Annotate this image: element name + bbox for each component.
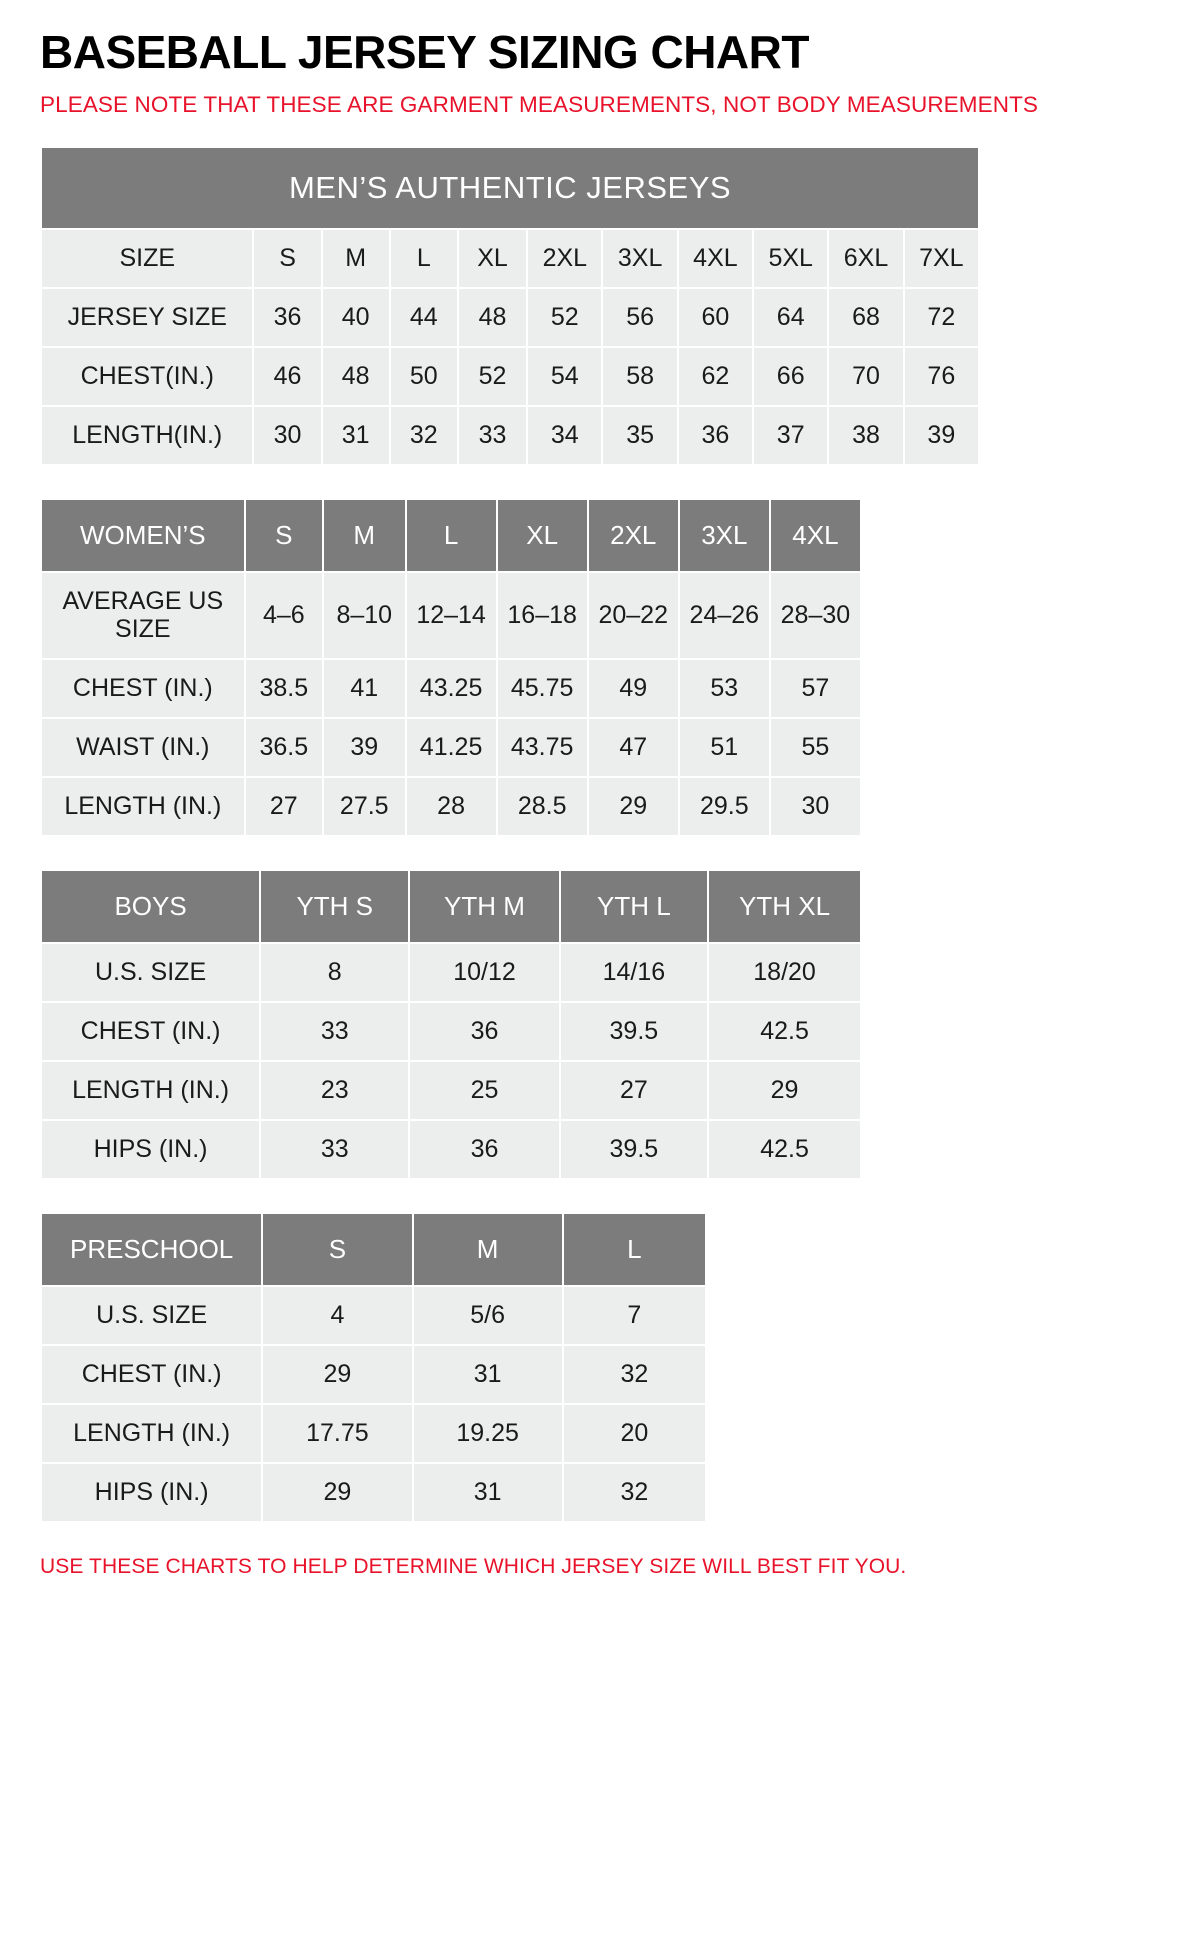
table-cell: 57: [770, 659, 861, 718]
table-cell: 3XL: [602, 229, 677, 288]
table-cell: 47: [588, 718, 679, 777]
table-cell: 5XL: [753, 229, 828, 288]
table-cell: 66: [753, 347, 828, 406]
table-row: [41, 147, 979, 229]
table-cell: 28–30: [770, 572, 861, 660]
table-cell: 36: [678, 406, 753, 465]
column-header: L: [406, 499, 497, 572]
table-cell: 32: [390, 406, 458, 465]
table-cell: 6XL: [828, 229, 903, 288]
table-cell: 8: [260, 943, 409, 1002]
table-cell: 5/6: [413, 1286, 563, 1345]
column-header: YTH XL: [708, 870, 861, 943]
table-cell: 4XL: [678, 229, 753, 288]
table-cell: 31: [413, 1463, 563, 1522]
table-row: [41, 406, 979, 465]
table-cell: 34: [527, 406, 602, 465]
table-cell: 33: [260, 1120, 409, 1179]
column-header: PRESCHOOL: [41, 1213, 262, 1286]
column-header: YTH L: [560, 870, 708, 943]
column-header: XL: [497, 499, 588, 572]
row-label: LENGTH (IN.): [41, 777, 245, 836]
column-header: S: [262, 1213, 412, 1286]
measurement-note: PLEASE NOTE THAT THESE ARE GARMENT MEASUREMENTS, NOT BODY MEASUREMENTS: [40, 92, 1039, 118]
table-row: [41, 943, 861, 1002]
table-cell: 54: [527, 347, 602, 406]
table-header-row: [41, 499, 861, 572]
table-row: [41, 1286, 706, 1345]
preschool-sizing-table: [40, 1212, 707, 1523]
row-label: WAIST (IN.): [41, 718, 245, 777]
table-cell: 58: [602, 347, 677, 406]
table-header-row: [41, 1213, 706, 1286]
table-cell: 29: [262, 1345, 412, 1404]
table-cell: 60: [678, 288, 753, 347]
table-cell: 39: [323, 718, 406, 777]
table-cell: 39.5: [560, 1120, 708, 1179]
table-cell: 72: [904, 288, 979, 347]
row-label: JERSEY SIZE: [41, 288, 253, 347]
table-cell: 51: [679, 718, 770, 777]
table-row: [41, 1002, 861, 1061]
table-cell: 52: [527, 288, 602, 347]
boys-sizing-table: [40, 869, 862, 1180]
table-cell: 39: [904, 406, 979, 465]
table-cell: 64: [753, 288, 828, 347]
column-header: L: [563, 1213, 706, 1286]
table-row: [41, 659, 861, 718]
table-cell: L: [390, 229, 458, 288]
row-label: CHEST (IN.): [41, 659, 245, 718]
table-cell: 24–26: [679, 572, 770, 660]
table-row: [41, 777, 861, 836]
table-cell: 41.25: [406, 718, 497, 777]
table-cell: 48: [322, 347, 390, 406]
table-cell: 36: [409, 1120, 559, 1179]
table-cell: 38.5: [245, 659, 323, 718]
table-cell: 7XL: [904, 229, 979, 288]
table-row: [41, 1463, 706, 1522]
table-cell: M: [322, 229, 390, 288]
row-label: AVERAGE US SIZE: [41, 572, 245, 660]
table-cell: 55: [770, 718, 861, 777]
table-cell: 7: [563, 1286, 706, 1345]
table-cell: 49: [588, 659, 679, 718]
table-cell: 18/20: [708, 943, 861, 1002]
table-cell: 30: [253, 406, 321, 465]
row-label: CHEST(IN.): [41, 347, 253, 406]
column-header: WOMEN’S: [41, 499, 245, 572]
table-row: [41, 1061, 861, 1120]
table-cell: 20–22: [588, 572, 679, 660]
table-cell: 27: [560, 1061, 708, 1120]
table-cell: 44: [390, 288, 458, 347]
table-cell: 4: [262, 1286, 412, 1345]
table-row: [41, 1404, 706, 1463]
column-header: 4XL: [770, 499, 861, 572]
table-cell: 31: [322, 406, 390, 465]
table-cell: S: [253, 229, 321, 288]
table-row: [41, 229, 979, 288]
table-cell: 36: [409, 1002, 559, 1061]
table-cell: 32: [563, 1463, 706, 1522]
column-header: YTH M: [409, 870, 559, 943]
table-cell: 39.5: [560, 1002, 708, 1061]
column-header: M: [413, 1213, 563, 1286]
table-cell: 17.75: [262, 1404, 412, 1463]
table-cell: 40: [322, 288, 390, 347]
mens-sizing-table: [40, 146, 980, 466]
table-row: [41, 347, 979, 406]
table-cell: 28.5: [497, 777, 588, 836]
table-cell: 29: [588, 777, 679, 836]
table-cell: 50: [390, 347, 458, 406]
table-cell: 28: [406, 777, 497, 836]
page-title: BASEBALL JERSEY SIZING CHART: [40, 26, 809, 78]
table-cell: 76: [904, 347, 979, 406]
table-cell: 45.75: [497, 659, 588, 718]
table-cell: 16–18: [497, 572, 588, 660]
table-cell: 41: [323, 659, 406, 718]
table-cell: 30: [770, 777, 861, 836]
row-label: HIPS (IN.): [41, 1120, 260, 1179]
table-cell: 14/16: [560, 943, 708, 1002]
column-header: S: [245, 499, 323, 572]
table-cell: 36: [253, 288, 321, 347]
table-row: [41, 288, 979, 347]
table-cell: 36.5: [245, 718, 323, 777]
table-cell: 62: [678, 347, 753, 406]
column-header: YTH S: [260, 870, 409, 943]
column-header: BOYS: [41, 870, 260, 943]
mens-banner: MEN’S AUTHENTIC JERSEYS: [41, 147, 979, 229]
table-cell: 29: [708, 1061, 861, 1120]
row-label: SIZE: [41, 229, 253, 288]
table-cell: 33: [458, 406, 527, 465]
table-cell: 27: [245, 777, 323, 836]
table-cell: 35: [602, 406, 677, 465]
table-row: [41, 1120, 861, 1179]
column-header: M: [323, 499, 406, 572]
womens-sizing-table: [40, 498, 862, 838]
table-cell: 53: [679, 659, 770, 718]
table-cell: 43.75: [497, 718, 588, 777]
table-header-row: [41, 870, 861, 943]
row-label: U.S. SIZE: [41, 1286, 262, 1345]
row-label: LENGTH (IN.): [41, 1061, 260, 1120]
column-header: 3XL: [679, 499, 770, 572]
table-cell: 70: [828, 347, 903, 406]
table-cell: 4–6: [245, 572, 323, 660]
row-label: CHEST (IN.): [41, 1002, 260, 1061]
table-cell: 27.5: [323, 777, 406, 836]
table-cell: 37: [753, 406, 828, 465]
table-cell: 42.5: [708, 1002, 861, 1061]
table-cell: 20: [563, 1404, 706, 1463]
table-cell: 46: [253, 347, 321, 406]
column-header: 2XL: [588, 499, 679, 572]
table-cell: 38: [828, 406, 903, 465]
table-cell: 31: [413, 1345, 563, 1404]
table-cell: 10/12: [409, 943, 559, 1002]
table-cell: 23: [260, 1061, 409, 1120]
row-label: CHEST (IN.): [41, 1345, 262, 1404]
table-cell: 8–10: [323, 572, 406, 660]
table-cell: 56: [602, 288, 677, 347]
row-label: HIPS (IN.): [41, 1463, 262, 1522]
table-cell: 32: [563, 1345, 706, 1404]
table-cell: 29: [262, 1463, 412, 1522]
table-cell: 2XL: [527, 229, 602, 288]
row-label: U.S. SIZE: [41, 943, 260, 1002]
row-label: LENGTH (IN.): [41, 1404, 262, 1463]
table-cell: 68: [828, 288, 903, 347]
table-cell: 43.25: [406, 659, 497, 718]
table-cell: 29.5: [679, 777, 770, 836]
table-row: [41, 1345, 706, 1404]
footer-note: USE THESE CHARTS TO HELP DETERMINE WHICH JERSEY SIZE WILL BEST FIT YOU.: [40, 1555, 907, 1579]
table-cell: 48: [458, 288, 527, 347]
row-label: LENGTH(IN.): [41, 406, 253, 465]
table-cell: 33: [260, 1002, 409, 1061]
table-row: [41, 718, 861, 777]
table-cell: 25: [409, 1061, 559, 1120]
table-cell: 19.25: [413, 1404, 563, 1463]
table-cell: XL: [458, 229, 527, 288]
table-row: [41, 572, 861, 660]
table-cell: 42.5: [708, 1120, 861, 1179]
table-cell: 52: [458, 347, 527, 406]
table-cell: 12–14: [406, 572, 497, 660]
